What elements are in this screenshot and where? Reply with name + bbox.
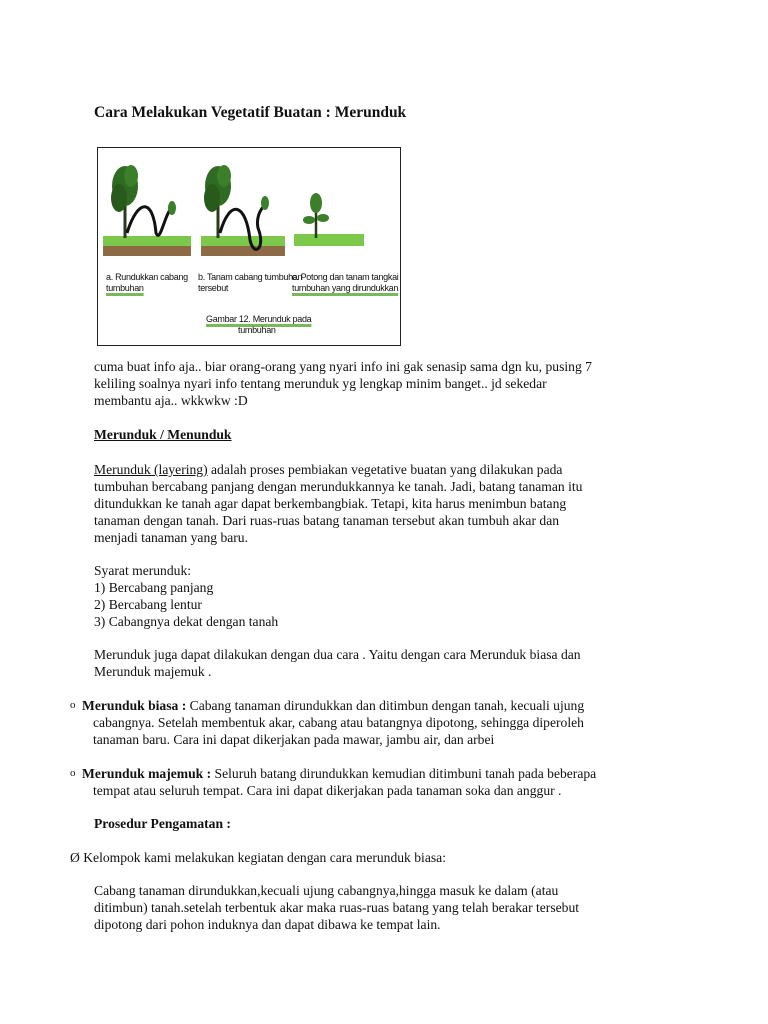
definition-line: tumbuhan bercabang panjang dengan merundukkannya ke tanah. Jadi, batang tanaman itu (94, 479, 583, 494)
bullet-term: Merunduk biasa : (82, 698, 187, 713)
layering-figure (97, 147, 401, 346)
definition-line: menjadi tanaman yang baru. (94, 530, 249, 545)
intro-line: cuma buat info aja.. biar orang-orang yang nyari info ini gak senasip sama dgn ku, pusing 7 (94, 359, 592, 374)
panel-b-caption-line2: tersebut (198, 283, 229, 293)
bullet-text: Cabang tanaman dirundukkan dan ditimbun dengan tanah, kecuali ujung (186, 698, 585, 713)
section-heading: Merunduk / Menunduk (94, 427, 232, 442)
panel-a-caption-line2: tumbuhan (106, 283, 144, 293)
panel-b-caption (198, 272, 302, 294)
definition-term-link[interactable]: Merunduk (layering) (94, 462, 208, 477)
definition-paragraph (94, 461, 714, 546)
methods-intro (94, 646, 714, 680)
intro-line: membantu aja.. wkkwkw :D (94, 393, 248, 408)
requirement-item: 3) Cabangnya dekat dengan tanah (94, 614, 279, 629)
panel-a-caption (106, 272, 188, 294)
methods-intro-line: Merunduk majemuk . (94, 664, 212, 679)
procedure-body (94, 882, 714, 933)
procedure-body-line: ditimbun) tanah.setelah terbentuk akar maka ruas-ruas batang yang telah berakar tersebut (94, 900, 580, 915)
panel-c-drawing (294, 193, 364, 246)
procedure-heading: Prosedur Pengamatan : (94, 816, 231, 831)
definition-line: ditundukkan ke tanah agar dapat berkembangbiak. Tetapi, kita harus menimbun batang (94, 496, 567, 511)
definition-line: adalah proses pembiakan vegetative buatan yang dilakukan pada (207, 462, 563, 477)
bullet-text: tanaman baru. Cara ini dapat dikerjakan pada mawar, jambu air, dan arbei (93, 732, 495, 747)
bullet-marker: o (70, 767, 76, 779)
bullet-text: Seluruh batang dirundukkan kemudian ditimbuni tanah pada beberapa (211, 766, 597, 781)
requirements-list (94, 562, 714, 630)
bullet-merunduk-biasa (70, 697, 710, 748)
requirement-item: 1) Bercabang panjang (94, 580, 214, 595)
panel-c-caption-line2: tumbuhan yang dirundukkan (292, 283, 399, 293)
definition-line: tanaman dengan tanah. Dari ruas-ruas batang tanaman tersebut akan tumbuh akar dan (94, 513, 560, 528)
panel-c-caption (292, 272, 398, 294)
figure-caption-line1: Gambar 12. Merunduk pada (206, 314, 312, 324)
panel-b-drawing (201, 165, 285, 256)
figure-caption (206, 314, 311, 336)
requirement-item: 2) Bercabang lentur (94, 597, 202, 612)
intro-paragraph (94, 358, 714, 409)
panel-b-caption-line1: b. Tanam cabang tumbuhan (198, 272, 303, 282)
bullet-merunduk-majemuk (70, 765, 710, 799)
bullet-text: tempat atau seluruh tempat. Cara ini dapat dikerjakan pada tanaman soka dan anggur . (93, 783, 562, 798)
intro-line: keliling soalnya nyari info tentang merunduk yg lengkap minim banget.. jd sekedar (94, 376, 547, 391)
bullet-marker: o (70, 699, 76, 711)
procedure-body-line: Cabang tanaman dirundukkan,kecuali ujung cabangnya,hingga masuk ke dalam (atau (94, 883, 559, 898)
methods-intro-line: Merunduk juga dapat dilakukan dengan dua cara . Yaitu dengan cara Merunduk biasa dan (94, 647, 581, 662)
bullet-text: cabangnya. Setelah membentuk akar, cabang atau batangnya dipotong, sehingga diperoleh (93, 715, 584, 730)
figure-caption-line2: tumbuhan (238, 325, 276, 335)
panel-c-caption-line1: c. Potong dan tanam tangkai (292, 272, 399, 282)
procedure-body-line: dipotong dari pohon induknya dan dapat dibawa ke tempat lain. (94, 917, 441, 932)
document-title: Cara Melakukan Vegetatif Buatan : Merunduk (94, 104, 407, 121)
bullet-term: Merunduk majemuk : (82, 766, 212, 781)
requirements-heading: Syarat merunduk: (94, 563, 192, 578)
panel-a-drawing (103, 165, 191, 256)
procedure-line: Ø Kelompok kami melakukan kegiatan dengan cara merunduk biasa: (70, 850, 446, 865)
panel-a-caption-line1: a. Rundukkan cabang (106, 272, 188, 282)
